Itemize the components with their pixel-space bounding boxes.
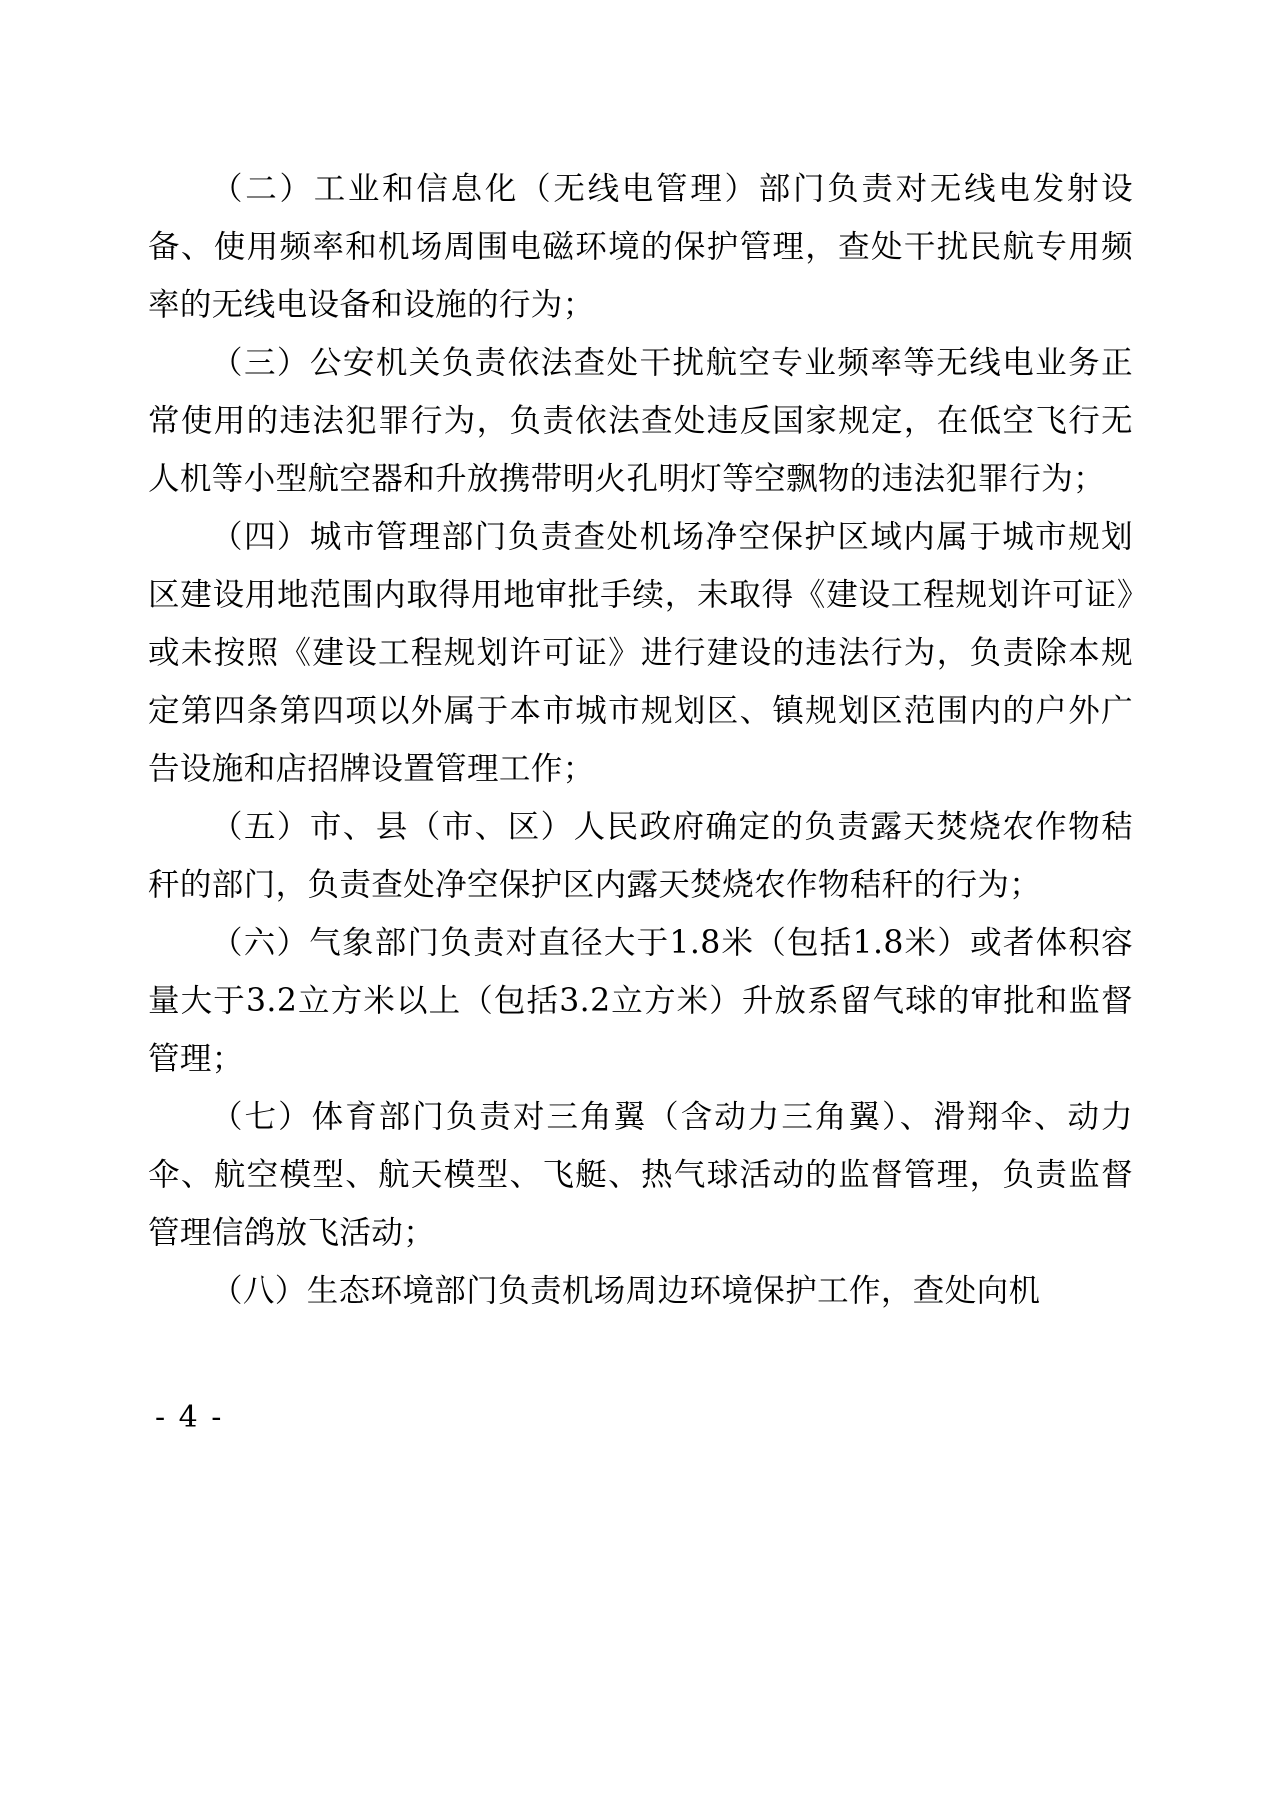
paragraph-item-4: （四）城市管理部门负责查处机场净空保护区域内属于城市规划区建设用地范围内取得用地审批手续，未取得《建设工程规划许可证》或未按照《建设工程规划许可证》进行建设的违法行为，负责除本规定第四条第四项以外属于本市城市规划区、镇规划区范围内的户外广告设施和店招牌设置管理工作； [148,519,1133,787]
paragraph-item-6: （六）气象部门负责对直径大于1.8米（包括1.8米）或者体积容量大于3.2立方米以上（包括3.2立方米）升放系留气球的审批和监督管理； [148,925,1133,1077]
paragraph-item-2: （二）工业和信息化（无线电管理）部门负责对无线电发射设备、使用频率和机场周围电磁环境的保护管理，查处干扰民航专用频率的无线电设备和设施的行为； [148,171,1133,323]
paragraph-item-8: （八）生态环境部门负责机场周边环境保护工作，查处向机 [211,1273,1041,1309]
document-body [148,160,1133,1320]
page-number: - 4 - [155,1400,224,1435]
paragraph-item-3: （三）公安机关负责依法查处干扰航空专业频率等无线电业务正常使用的违法犯罪行为，负责依法查处违反国家规定，在低空飞行无人机等小型航空器和升放携带明火孔明灯等空飘物的违法犯罪行为； [148,345,1133,497]
paragraph-item-5: （五）市、县（市、区）人民政府确定的负责露天焚烧农作物秸秆的部门，负责查处净空保护区内露天焚烧农作物秸秆的行为； [148,809,1133,903]
paragraph-item-7: （七）体育部门负责对三角翼（含动力三角翼）、滑翔伞、动力伞、航空模型、航天模型、飞艇、热气球活动的监督管理，负责监督管理信鸽放飞活动； [148,1099,1133,1251]
